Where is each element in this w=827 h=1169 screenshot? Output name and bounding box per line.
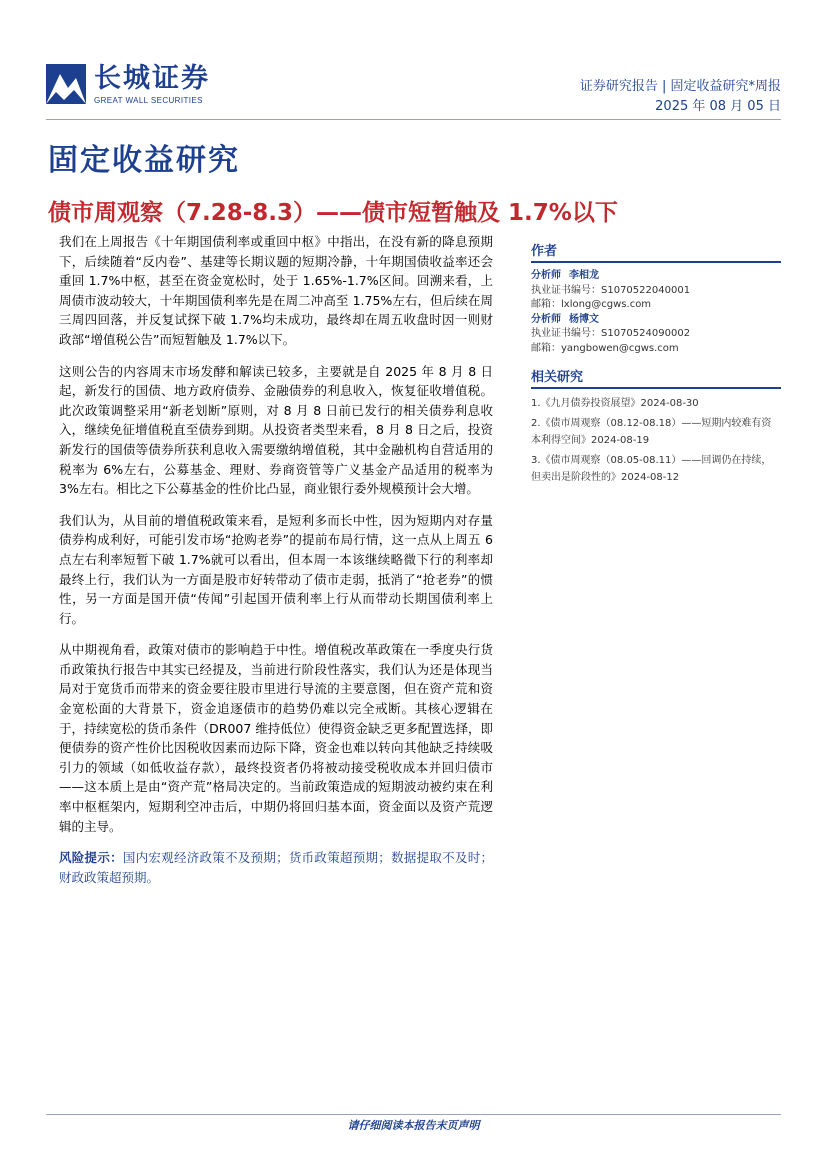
paragraph: 我们认为，从目前的增值税政策来看，是短利多而长中性，因为短期内对存量债券构成利好，可能引发市场“抢购老券”的提前布局行情，这一点从上周五 6 点左右利率短暂下破 1.7%就可以看出，但本周一本该继续略微下行的利率却最终上行，我们认为一方面是股市好转带动了债市走弱，抵消了“抢老券”的惯性，另一方面是国开债“传闻”引起国开债利率上行从而带动长期国债利率上行。 [59,512,493,626]
paragraph: 这则公告的内容周末市场发酵和解读已较多，主要就是自 2025 年 8 月 8 日起，新发行的国债、地方政府债券、金融债券的利息收入，恢复征收增值税。此次政策调整采用“新老划断”原则，对 8 月 8 日前已发行的相关债券利息收入，继续免征增值税直至债券到期。从投资者类型来看，8 月 8 日之后，投资新发行的国债等债券所获利息收入需要缴纳增值税，其中金融机构自营适用的税率为 6%左右，公募基金、理财、券商资管等广义基金产品适用的税率为 3%左右。相比之下公募基金的性价比凸显，商业银行委外规模预计会大增。 [59,363,493,497]
paragraph: 我们在上周报告《十年期国债利率或重回中枢》中指出，在没有新的降息预期下，后续随着“反内卷”、基建等长期议题的短期冷静，十年期国债收益率还会重回 1.7%中枢，甚至在资金宽松时，处于 1.65%-1.7%区间。回溯来看，上周债市波动较大，十年期国债利率先是在周二冲高至 1.75%左右，但后续在周三周四回落，并反复试探下破 1.7%均未成功，最终却在周五收盘时因一则财政部“增值税公告”而短暂触及 1.7%以下。 [59,234,493,347]
analyst-name: 杨博文 [569,313,599,325]
authors-heading: 作者 [531,240,781,263]
report-title: 债市周观察（7.28-8.3）——债市短暂触及 1.7%以下 [48,200,618,226]
analyst-email[interactable]: 邮箱：yangbowen@cgws.com [531,342,679,354]
analyst-cert: 执业证书编号：S1070524090002 [531,328,691,339]
brand-name-en: GREAT WALL SECURITIES [94,96,203,105]
section-title: 固定收益研究 [48,143,240,178]
analyst-role: 分析师 [531,313,561,325]
analyst-email[interactable]: 邮箱：lxlong@cgws.com [531,299,652,310]
report-body [59,232,493,899]
related-research-item[interactable]: 3.《债市周观察（08.05-08.11）——回调仍在持续，但卖出是阶段性的》2024-08-12 [531,455,772,483]
analyst-name: 李相龙 [569,270,599,281]
related-research-item[interactable]: 1.《九月债券投资展望》2024-08-30 [531,398,699,409]
brand-logo [46,62,246,112]
related-research-list [531,395,781,486]
analyst-card [531,313,781,357]
risk-text: 国内宏观经济政策不及预期；货币政策超预期；数据提取不及时；财政政策超预期。 [59,850,493,885]
footer-disclaimer: 请仔细阅读本报告末页声明 [347,1119,480,1132]
sidebar [531,240,781,489]
risk-warning [59,848,493,887]
analyst-card [531,269,781,313]
header-divider [46,119,781,120]
analyst-cert: 执业证书编号：S1070522040001 [531,284,691,296]
great-wall-logo-icon [46,62,86,104]
related-research-item[interactable]: 2.《债市周观察（08.12-08.18）——短期内较难有资本利得空间》2024-08-19 [531,418,772,446]
analyst-role: 分析师 [531,270,561,281]
report-date: 2025 年 08 月 05 日 [655,99,781,114]
paragraph: 从中期视角看，政策对债市的影响趋于中性。增值税改革政策在一季度央行货币政策执行报告中其实已经提及，当前进行阶段性落实，我们认为还是体现当局对于宽货币而带来的资金要往股市里进行导流的主要意图，但在资产荒和资金宽松面的大背景下，资金追逐债市的趋势仍难以完全戒断。其核心逻辑在于，持续宽松的货币条件（DR007 维持低位）使得资金缺乏更多配置选择，即便债券的资产性价比因税收因素而边际下降，资金也难以转向其他缺乏持续吸引力的领域（如低收益存款），最终投资者仍将被动接受税收成本并回归债市——这本质上是由“资产荒”格局决定的。当前政策造成的短期波动被约束在利率中枢框架内，短期利空冲击后，中期仍将回归基本面，资金面以及资产荒逻辑的主导。 [59,642,493,834]
risk-label: 风险提示： [59,850,123,866]
footer-divider [46,1114,781,1115]
brand-name-cn: 长城证券 [94,63,210,94]
related-research-heading: 相关研究 [531,366,781,389]
report-type: 证券研究报告 | 固定收益研究*周报 [579,79,781,94]
